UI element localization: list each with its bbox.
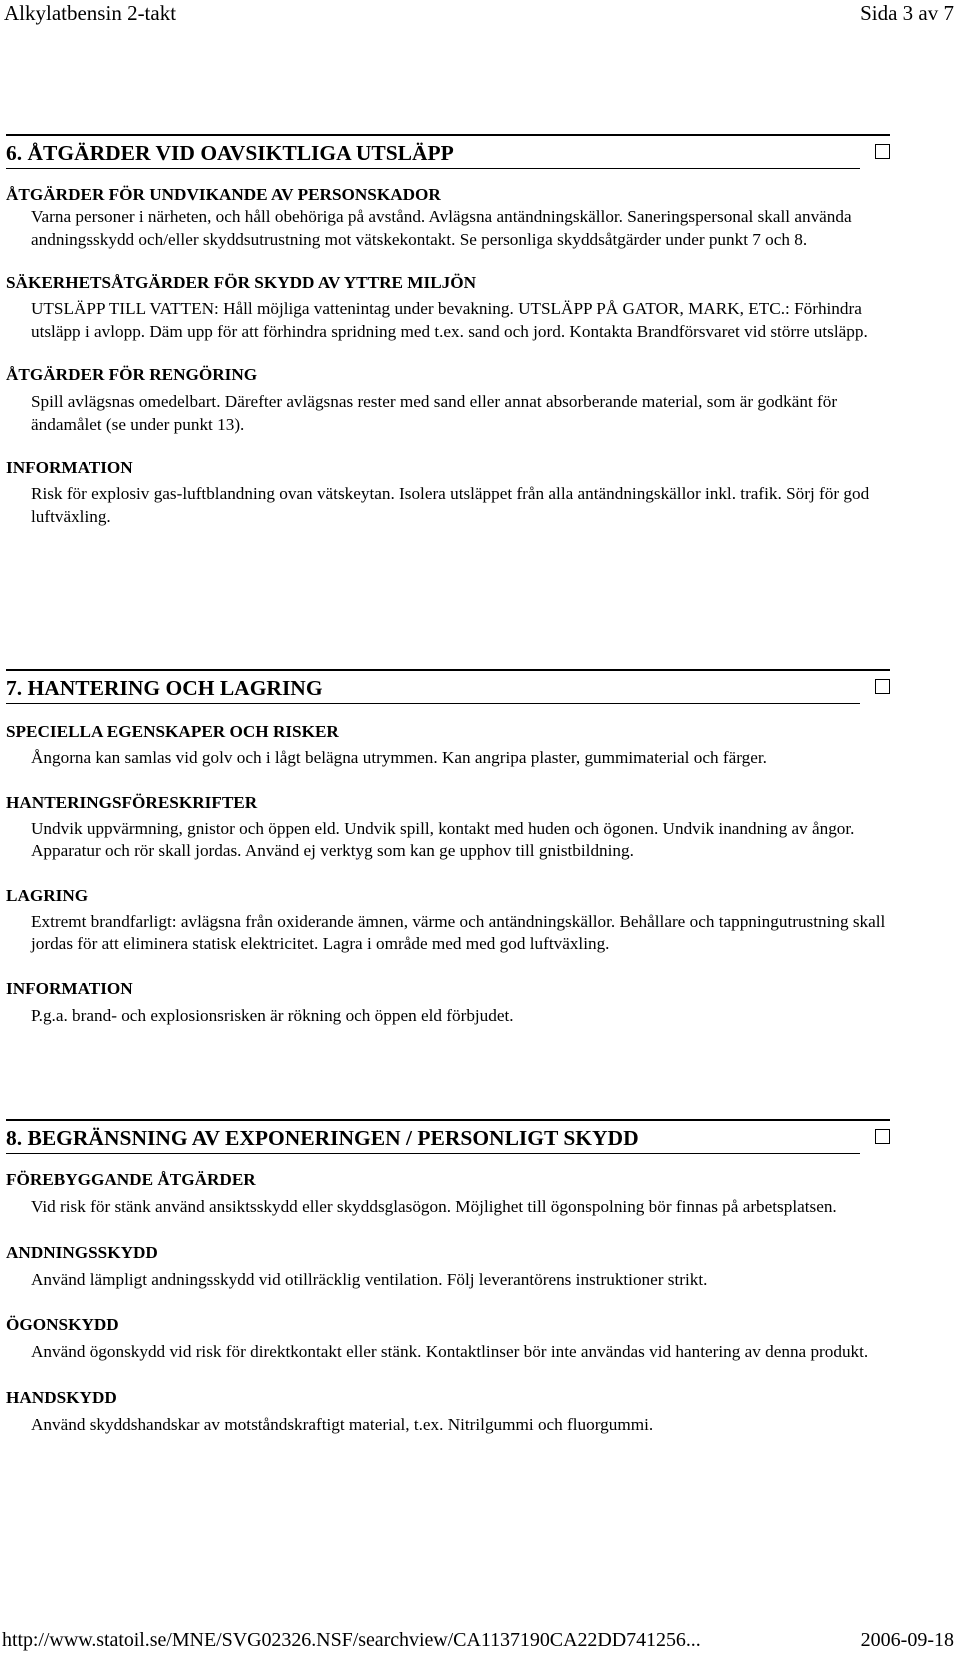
- subsection-heading: FÖREBYGGANDE ÅTGÄRDER: [6, 1170, 256, 1189]
- subsection-heading: ANDNINGSSKYDD: [6, 1242, 158, 1262]
- subsection-text: Undvik uppvärmning, gnistor och öppen eld. Undvik spill, kontakt med huden och ögonen. Undvik inandning av ångor. Apparatur och rör skall jordas. Använd ej verktyg som kan ge upphov till gnistbildning.: [31, 818, 855, 860]
- subsection-heading: HANDSKYDD: [6, 1387, 117, 1407]
- section-title: 6. ÅTGÄRDER VID OAVSIKTLIGA UTSLÄPP: [6, 141, 454, 165]
- subsection-heading: ÅTGÄRDER FÖR RENGÖRING: [6, 365, 258, 384]
- document-title: Alkylatbensin 2-takt: [4, 1, 177, 25]
- source-url-link[interactable]: http://www.statoil.se/MNE/SVG02326.NSF/searchview/CA1137190CA22DD741256...: [2, 1629, 701, 1651]
- divider: [6, 703, 860, 704]
- subsection-text: UTSLÄPP TILL VATTEN: Håll möjliga vattenintag under bevakning. UTSLÄPP PÅ GATOR, MARK, ETC.: Förhindra utsläpp i avlopp. Däm upp för att förhindra spridning med t.ex. sand och jord. Kontakta Brandförsvaret vid större utsläpp.: [31, 299, 868, 341]
- section-header: [6, 1119, 890, 1155]
- subsection-text: Använd skyddshandskar av motståndskraftigt material, t.ex. Nitrilgummi och fluorgummi.: [31, 1414, 654, 1434]
- subsection-heading: SPECIELLA EGENSKAPER OCH RISKER: [6, 722, 339, 741]
- subsection-heading: INFORMATION: [6, 978, 133, 998]
- subsection-heading: ÅTGÄRDER FÖR UNDVIKANDE AV PERSONSKADOR: [6, 185, 441, 204]
- subsection-text: Använd lämpligt andningsskydd vid otillräcklig ventilation. Följ leverantörens instruktioner strikt.: [31, 1269, 708, 1289]
- checkbox-icon: [875, 679, 890, 694]
- subsection-text: Spill avlägsnas omedelbart. Därefter avlägsnas rester med sand eller annat absorberande material, som är godkänt för ändamålet (se under punkt 13).: [31, 392, 838, 434]
- subsection-text: Risk för explosiv gas-luftblandning ovan vätskeytan. Isolera utsläppet från alla antändningskällor inkl. trafik. Sörj för god luftväxling.: [31, 484, 870, 526]
- section-6: [6, 134, 890, 528]
- subsection-heading: HANTERINGSFÖRESKRIFTER: [6, 792, 258, 812]
- subsection-heading: ÖGONSKYDD: [6, 1315, 119, 1334]
- subsection-heading: INFORMATION: [6, 458, 133, 477]
- page-header: [4, 0, 954, 36]
- section-7: [6, 669, 890, 1027]
- subsection-text: Ångorna kan samlas vid golv och i lågt belägna utrymmen. Kan angripa plaster, gummimaterial och färger.: [31, 748, 767, 767]
- page-number: Sida 3 av 7: [860, 1, 954, 25]
- checkbox-icon: [875, 1129, 890, 1144]
- divider: [6, 1153, 860, 1154]
- print-date: 2006-09-18: [860, 1629, 954, 1651]
- subsection-text: Extremt brandfarligt: avlägsna från oxiderande ämnen, värme och antändningskällor. Behållare och tappningutrustning skall jordas för att eliminera statisk elektricitet. Lagra i område med med god luftväxling.: [31, 911, 886, 953]
- subsection-text: Vid risk för stänk använd ansiktsskydd eller skyddsglasögon. Möjlighet till ögonspolning bör finnas på arbetsplatsen.: [31, 1197, 837, 1216]
- section-header: [6, 134, 890, 170]
- subsection-heading: SÄKERHETSÅTGÄRDER FÖR SKYDD AV YTTRE MILJÖN: [6, 273, 477, 292]
- subsection-text: Använd ögonskydd vid risk för direktkontakt eller stänk. Kontaktlinser bör inte användas vid hantering av denna produkt.: [31, 1342, 869, 1361]
- page-footer: [2, 1628, 954, 1652]
- checkbox-icon: [875, 144, 890, 159]
- section-8: [6, 1119, 890, 1436]
- subsection-text: Varna personer i närheten, och håll obehöriga på avstånd. Avlägsna antändningskällor. Saneringspersonal skall använda andningsskydd och/eller skyddsutrustning mot vätskekontakt. Se personliga skyddsåtgärder under punkt 7 och 8.: [31, 207, 852, 249]
- section-header: [6, 669, 890, 705]
- subsection-text: P.g.a. brand- och explosionsrisken är rökning och öppen eld förbjudet.: [31, 1005, 514, 1025]
- subsection-heading: LAGRING: [6, 885, 89, 905]
- section-title: 7. HANTERING OCH LAGRING: [6, 676, 323, 700]
- divider: [6, 168, 860, 169]
- section-title: 8. BEGRÄNSNING AV EXPONERINGEN / PERSONLIGT SKYDD: [6, 1126, 639, 1150]
